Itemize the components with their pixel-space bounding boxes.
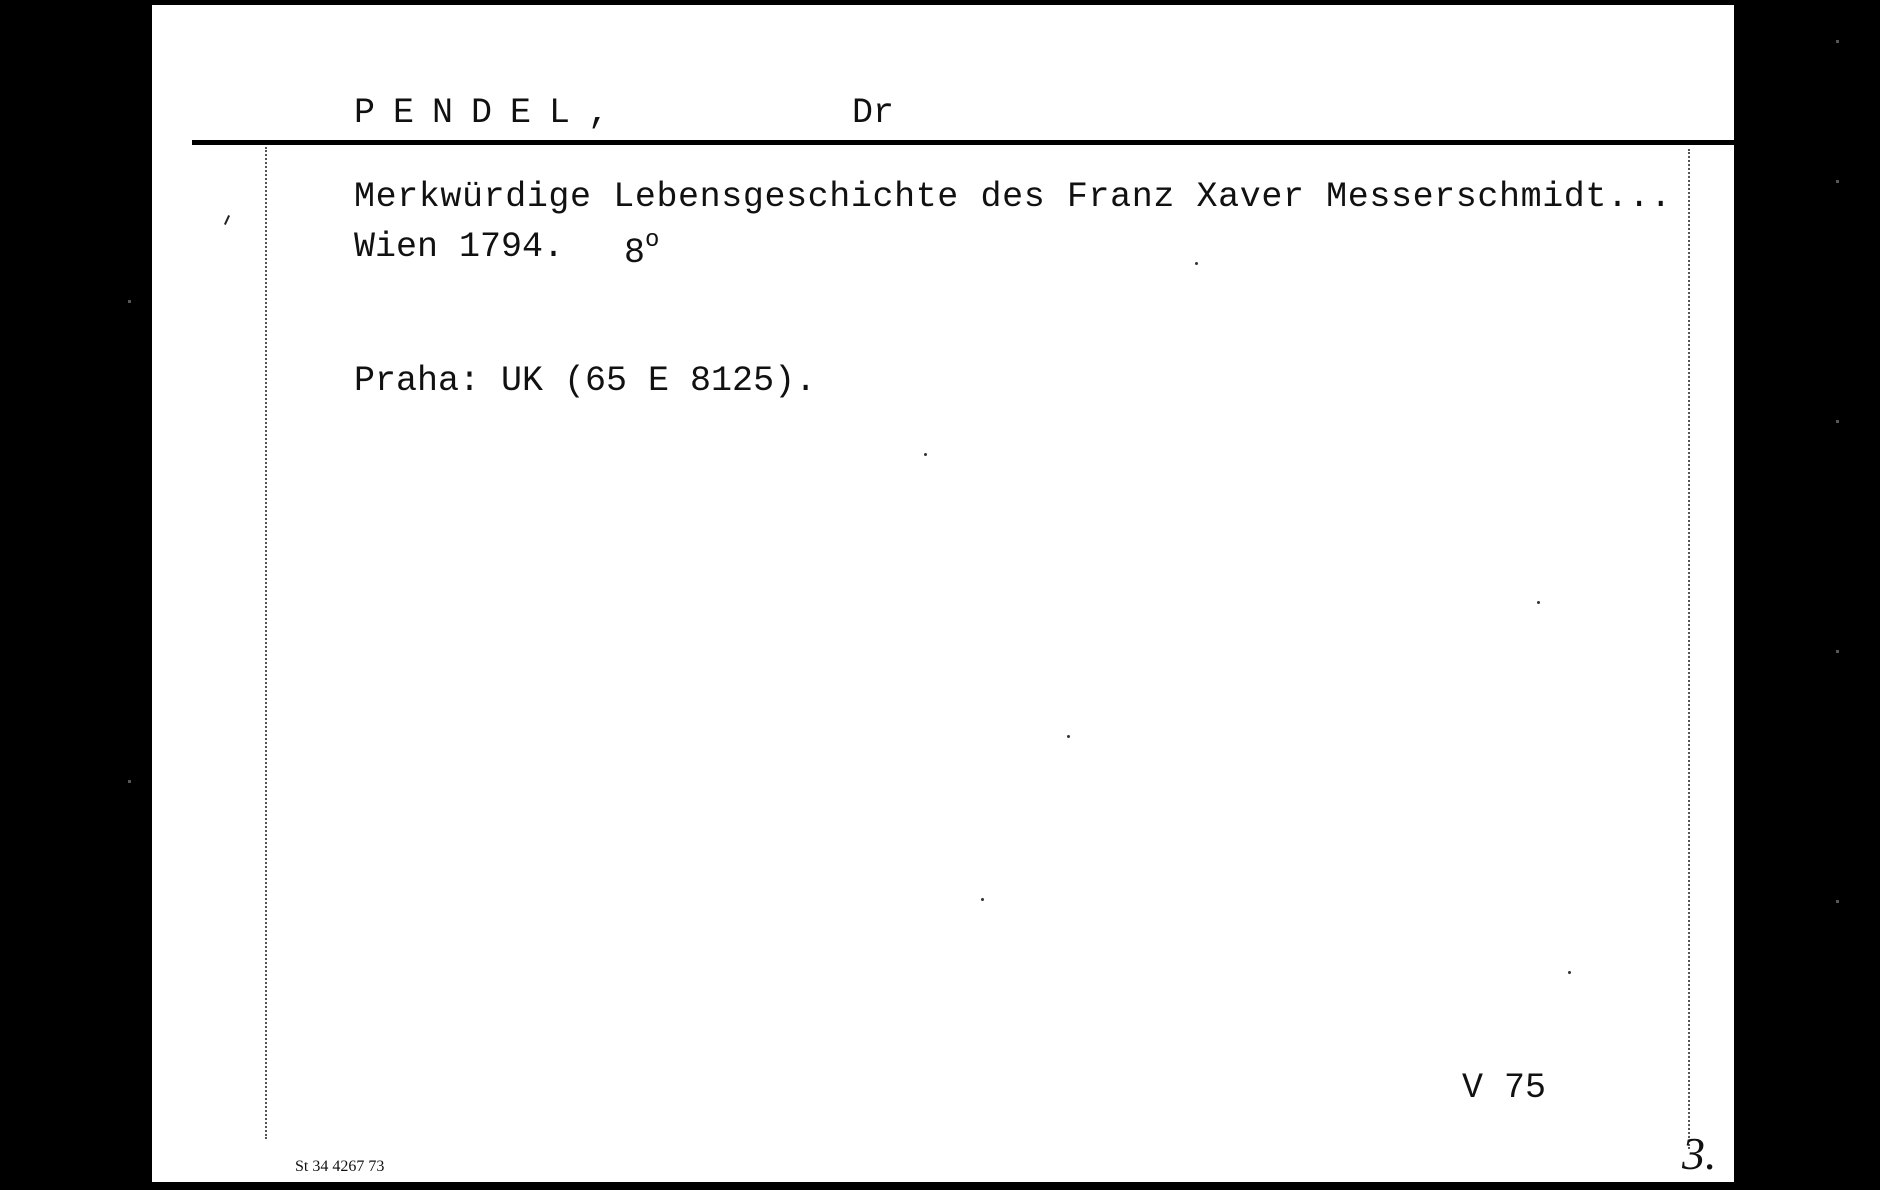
scan-edge-mark xyxy=(1836,900,1839,903)
holding-location: Praha: UK (65 E 8125). xyxy=(354,361,817,401)
right-margin-line xyxy=(1688,149,1690,1149)
heading-rule xyxy=(192,140,1734,145)
margin-tick-mark xyxy=(224,215,230,225)
scan-edge-mark xyxy=(1836,40,1839,43)
scan-edge-mark xyxy=(1836,650,1839,653)
speck xyxy=(981,898,984,901)
speck xyxy=(1568,971,1571,974)
format-number: 8 xyxy=(624,233,646,273)
scan-edge-mark xyxy=(1836,180,1839,183)
format-degree: o xyxy=(645,227,660,254)
speck xyxy=(924,453,927,456)
speck xyxy=(1195,262,1198,265)
author-heading: PENDEL, xyxy=(354,93,628,133)
speck xyxy=(1537,601,1540,604)
scan-edge-mark xyxy=(128,780,131,783)
handwritten-mark: 3. xyxy=(1682,1128,1717,1179)
catalog-card xyxy=(152,5,1734,1182)
speck xyxy=(1067,735,1070,738)
scan-edge-mark xyxy=(128,300,131,303)
format xyxy=(624,227,659,273)
scan-edge-mark xyxy=(1836,420,1839,423)
title-line: Merkwürdige Lebensgeschichte des Franz Xaver Messerschmidt... xyxy=(354,177,1672,217)
author-suffix: Dr xyxy=(852,93,895,133)
imprint: Wien 1794. xyxy=(354,227,565,267)
print-mark: St 34 4267 73 xyxy=(295,1158,385,1175)
left-margin-line xyxy=(265,147,267,1139)
call-number: V 75 xyxy=(1462,1068,1547,1108)
